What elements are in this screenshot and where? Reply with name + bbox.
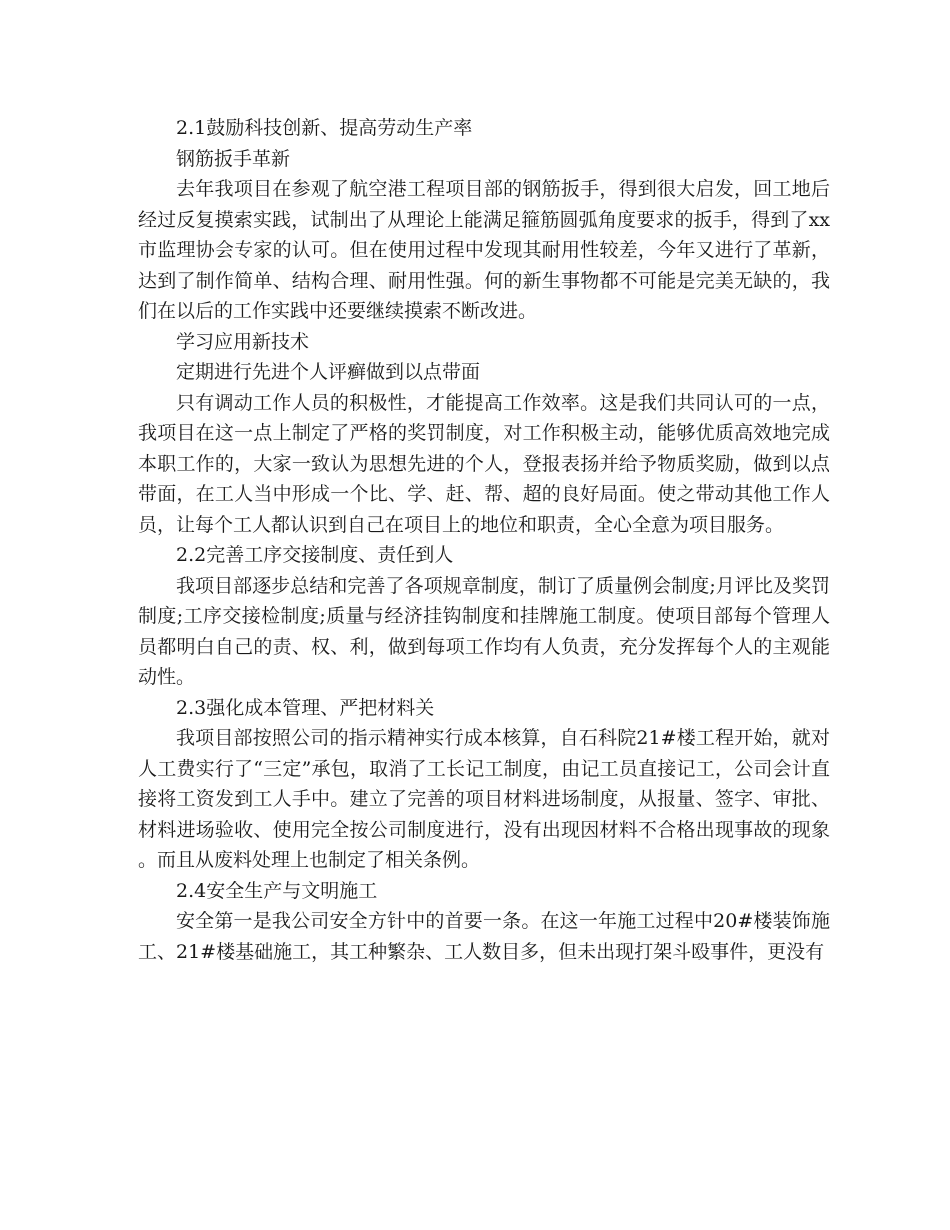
paragraph-cost-management: 我项目部按照公司的指示精神实行成本核算，自石科院21#楼工程开始，就对人工费实行了“三定”承包，取消了工长记工制度，由记工员直接记工，公司会计直接将工资发到工人手中。建立了完善的项目材料进场制度，从报量、签字、审批、材料进场验收、使用完全按公司制度进行，没有出现因材料不合格出现事故的现象。而且从废料处理上也制定了相关条例。 [138,727,830,871]
paragraph-rules: 我项目部逐步总结和完善了各项规章制度，制订了质量例会制度;月评比及奖罚制度;工序交接检制度;质量与经济挂钩制度和挂牌施工制度。使项目部每个管理人员都明白自己的责、权、利，做到每项工作均有人负责，充分发挥每个人的主观能动性。 [138,574,830,688]
paragraph-safety: 安全第一是我公司安全方针中的首要一条。在这一年施工过程中20#楼装饰施工、21#楼基础施工，其工种繁杂、工人数目多，但未出现打架斗殴事件，更没有 [138,910,830,963]
section-heading-2-1: 2.1鼓励科技创新、提高劳动生产率 [176,117,473,139]
section-heading-2-2: 2.2完善工序交接制度、责任到人 [176,544,454,566]
section-heading-2-3: 2.3强化成本管理、严把材料关 [176,696,435,719]
subheading-rebar-wrench: 钢筋扳手革新 [176,147,291,170]
paragraph-motivation: 只有调动工作人员的积极性，才能提高工作效率。这是我们共同认可的一点，我项目在这一点上制定了严格的奖罚制度，对工作积极主动，能够优质高效地完成本职工作的，大家一致认为思想先进的个人，登报表扬并给予物质奖励，做到以点带面，在工人当中形成一个比、学、赶、帮、超的良好局面。使之带动其他工作人员，让每个工人都认识到自己在项目上的地位和职责，全心全意为项目服务。 [138,391,830,536]
subheading-evaluation: 定期进行先进个人评癣做到以点带面 [176,361,481,383]
subheading-new-technology: 学习应用新技术 [176,330,310,353]
section-heading-2-4: 2.4安全生产与文明施工 [176,879,378,902]
paragraph-rebar-wrench: 去年我项目在参观了航空港工程项目部的钢筋扳手，得到很大启发，回工地后经过反复摸索实践，试制出了从理论上能满足箍筋圆弧角度要求的扳手，得到了xx市监理协会专家的认可。但在使用过程中发现其耐用性较差，今年又进行了革新，达到了制作简单、结构合理、耐用性强。何的新生事物都不可能是完美无缺的，我们在以后的工作实践中还要继续摸索不断改进。 [138,178,830,322]
document-body [138,113,830,967]
